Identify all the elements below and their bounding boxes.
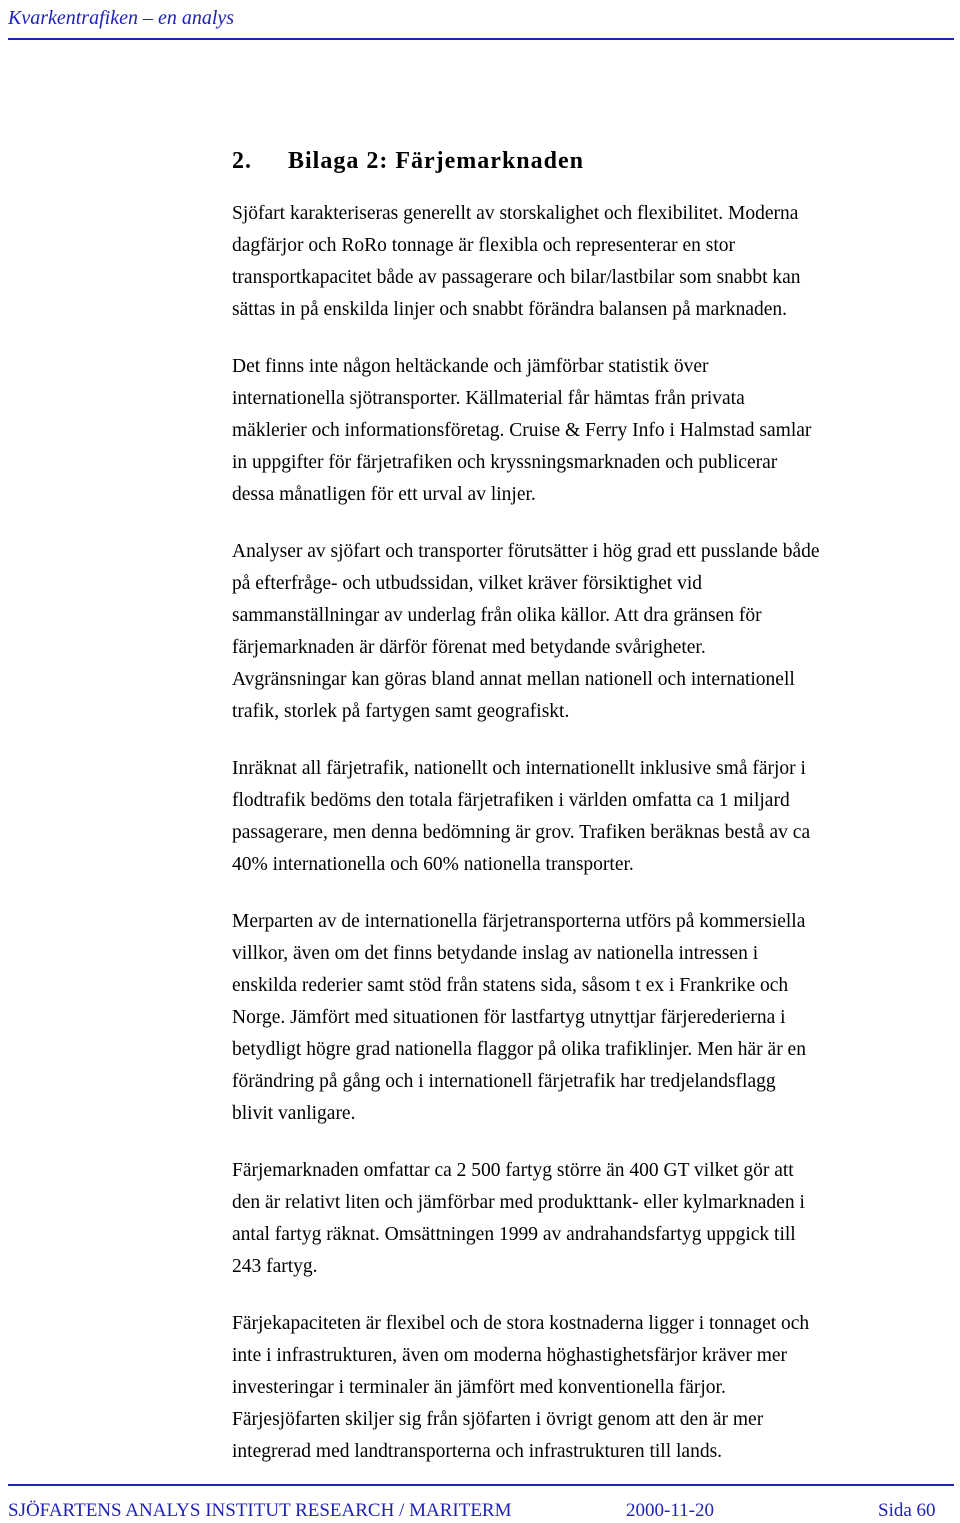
paragraph-line: sammanställningar av underlag från olika källor. Att dra gränsen för	[232, 605, 762, 626]
footer-date: 2000-11-20	[626, 1500, 714, 1521]
paragraph	[232, 1155, 922, 1283]
paragraph-line: villkor, även om det finns betydande inslag av nationella intressen i	[232, 943, 759, 964]
paragraph-line: den är relativt liten och jämförbar med produkttank- eller kylmarknaden i	[232, 1192, 805, 1213]
paragraph-line: Avgränsningar kan göras bland annat mellan nationell och internationell	[232, 669, 795, 690]
paragraph-line: Norge. Jämfört med situationen för lastfartyg utnyttjar färjerederierna i	[232, 1007, 786, 1028]
paragraph-line: 243 fartyg.	[232, 1256, 318, 1277]
paragraph	[232, 536, 922, 728]
footer-page-number: Sida 60	[878, 1500, 936, 1521]
paragraph	[232, 753, 922, 881]
paragraph-line: investeringar i terminaler än jämfört med konventionella färjor.	[232, 1377, 726, 1398]
paragraph-line: förändring på gång och i internationell färjetrafik har tredjelandsflagg	[232, 1071, 776, 1092]
section-heading	[232, 146, 584, 176]
paragraph-line: dagfärjor och RoRo tonnage är flexibla och representerar en stor	[232, 235, 736, 256]
paragraph-line: färjemarknaden är därför förenat med betydande svårigheter.	[232, 637, 706, 658]
paragraph-line: Färjekapaciteten är flexibel och de stora kostnaderna ligger i tonnaget och	[232, 1313, 810, 1334]
paragraph-line: Merparten av de internationella färjetransporterna utförs på kommersiella	[232, 911, 806, 932]
paragraph-line: antal fartyg räknat. Omsättningen 1999 av andrahandsfartyg uppgick till	[232, 1224, 796, 1245]
paragraph-line: Det finns inte någon heltäckande och jämförbar statistik över	[232, 356, 709, 377]
section-number: 2.	[232, 148, 252, 174]
footer-organization: SJÖFARTENS ANALYS INSTITUT RESEARCH / MARITERM	[8, 1500, 512, 1521]
paragraph-line: Inräknat all färjetrafik, nationellt och internationellt inklusive små färjor i	[232, 758, 806, 779]
paragraph-line: blivit vanligare.	[232, 1103, 356, 1124]
paragraph	[232, 351, 922, 511]
paragraph-line: 40% internationella och 60% nationella transporter.	[232, 854, 634, 875]
paragraph-line: flodtrafik bedöms den totala färjetrafiken i världen omfatta ca 1 miljard	[232, 790, 790, 811]
paragraph-line: på efterfråge- och utbudssidan, vilket kräver försiktighet vid	[232, 573, 703, 594]
paragraph-line: Sjöfart karakteriseras generellt av storskalighet och flexibilitet. Moderna	[232, 203, 799, 224]
paragraph-line: transportkapacitet både av passagerare och bilar/lastbilar som snabbt kan	[232, 267, 801, 288]
paragraph-line: Färjesjöfarten skiljer sig från sjöfarten i övrigt genom att den är mer	[232, 1409, 764, 1430]
paragraph-line: dessa månatligen för ett urval av linjer.	[232, 484, 536, 505]
paragraph-line: sättas in på enskilda linjer och snabbt förändra balansen på marknaden.	[232, 299, 788, 320]
paragraph	[232, 198, 922, 326]
paragraph-line: enskilda rederier samt stöd från statens sida, såsom t ex i Frankrike och	[232, 975, 789, 996]
section-title: Bilaga 2: Färjemarknaden	[288, 148, 584, 174]
running-header-title: Kvarkentrafiken – en analys	[8, 7, 235, 29]
paragraph-line: internationella sjötransporter. Källmaterial får hämtas från privata	[232, 388, 745, 409]
paragraph-line: passagerare, men denna bedömning är grov. Trafiken beräknas bestå av ca	[232, 822, 811, 843]
body-text	[232, 198, 922, 1493]
paragraph-line: trafik, storlek på fartygen samt geografiskt.	[232, 701, 570, 722]
footer-divider	[8, 1484, 954, 1486]
paragraph-line: inte i infrastrukturen, även om moderna höghastighetsfärjor kräver mer	[232, 1345, 788, 1366]
paragraph-line: integrerad med landtransporterna och infrastrukturen till lands.	[232, 1441, 723, 1462]
paragraph-line: Färjemarknaden omfattar ca 2 500 fartyg större än 400 GT vilket gör att	[232, 1160, 794, 1181]
paragraph	[232, 906, 922, 1130]
paragraph-line: betydligt högre grad nationella flaggor på olika trafiklinjer. Men här är en	[232, 1039, 806, 1060]
paragraph-line: mäklerier och informationsföretag. Cruise & Ferry Info i Halmstad samlar	[232, 420, 812, 441]
paragraph	[232, 1308, 922, 1468]
paragraph-line: Analyser av sjöfart och transporter förutsätter i hög grad ett pusslande både	[232, 541, 820, 562]
paragraph-line: in uppgifter för färjetrafiken och kryssningsmarknaden och publicerar	[232, 452, 778, 473]
header-divider	[8, 38, 954, 40]
